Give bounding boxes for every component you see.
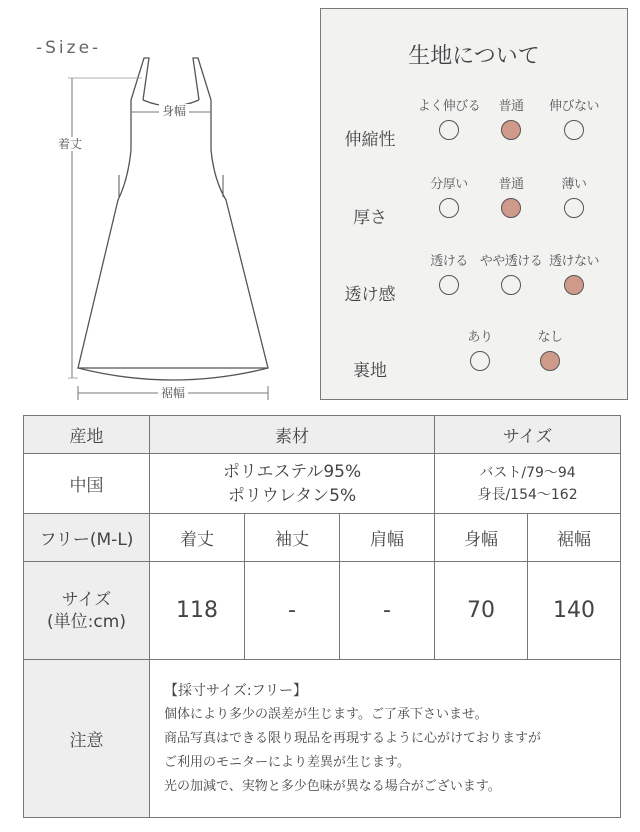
note-line: 【採寸サイズ:フリー】 [164, 682, 308, 699]
option-circle [439, 120, 459, 140]
option-circle [439, 275, 459, 295]
option-circle-selected [501, 120, 521, 140]
option-circle [470, 351, 490, 371]
size-section [0, 0, 310, 410]
table-row [24, 416, 621, 454]
material-line: ポリエステル95% [222, 461, 362, 482]
material-value [150, 454, 435, 514]
table-row [24, 562, 621, 660]
size-line: 身長/154〜162 [477, 486, 578, 503]
stretch-label: 伸縮性 [344, 130, 396, 150]
note-line: 光の加減で、実物と多少色味が異なる場合がございます。 [164, 778, 501, 794]
thickness-label: 厚さ [353, 208, 387, 228]
material-line: ポリウレタン5% [227, 485, 357, 506]
note-line: 個体により多少の誤差が生じます。ご了承下さいませ。 [164, 706, 488, 722]
origin-header: 産地 [24, 416, 150, 454]
measure-header: 裾幅 [528, 514, 621, 562]
table-row [24, 514, 621, 562]
material-header: 素材 [150, 416, 435, 454]
option-circle [564, 198, 584, 218]
measure-value: 140 [528, 562, 621, 660]
size-line: バスト/79〜94 [479, 464, 576, 481]
measure-header: 肩幅 [340, 514, 435, 562]
length-label: 着丈 [55, 137, 85, 151]
measure-header: 袖丈 [245, 514, 340, 562]
thickness-option: 普通 [478, 173, 544, 218]
measure-header: 身幅 [435, 514, 528, 562]
option-circle [439, 198, 459, 218]
lining-option: あり [447, 326, 513, 371]
notes-label: 注意 [24, 660, 150, 818]
size-header: サイズ [435, 416, 621, 454]
size-title: -Size- [36, 38, 102, 58]
measure-value: - [340, 562, 435, 660]
note-line: ご利用のモニターにより差異が生じます。 [164, 754, 410, 770]
table-row [24, 454, 621, 514]
spec-table [23, 415, 621, 818]
measure-value: 70 [435, 562, 528, 660]
size-unit-label: サイズ (単位:cm) [24, 562, 150, 660]
fabric-title: 生地について [408, 44, 540, 69]
fabric-panel [320, 8, 628, 400]
stretch-option: よく伸びる [416, 95, 482, 140]
dress-sketch [0, 0, 310, 410]
free-size-label: フリー(M-L) [24, 514, 150, 562]
notes-content [150, 660, 621, 818]
thickness-option: 薄い [541, 173, 607, 218]
body-width-label: 身幅 [159, 104, 189, 118]
lining-label: 裏地 [353, 361, 387, 381]
option-circle-selected [540, 351, 560, 371]
note-line: 商品写真はできる限り現品を再現するように心がけておりますが [164, 730, 542, 746]
sheerness-option: 透ける [416, 250, 482, 295]
thickness-option: 分厚い [416, 173, 482, 218]
sheerness-option: やや透ける [478, 250, 544, 295]
origin-value: 中国 [24, 454, 150, 514]
sheerness-label: 透け感 [344, 285, 396, 305]
option-circle [501, 275, 521, 295]
stretch-option: 普通 [478, 95, 544, 140]
measure-value: 118 [150, 562, 245, 660]
hem-width-label: 裾幅 [158, 386, 188, 400]
option-circle [564, 120, 584, 140]
sheerness-option: 透けない [541, 250, 607, 295]
option-circle-selected [564, 275, 584, 295]
lining-option: なし [517, 326, 583, 371]
measure-header: 着丈 [150, 514, 245, 562]
measure-value: - [245, 562, 340, 660]
size-value [435, 454, 621, 514]
option-circle-selected [501, 198, 521, 218]
stretch-option: 伸びない [541, 95, 607, 140]
table-row [24, 660, 621, 818]
